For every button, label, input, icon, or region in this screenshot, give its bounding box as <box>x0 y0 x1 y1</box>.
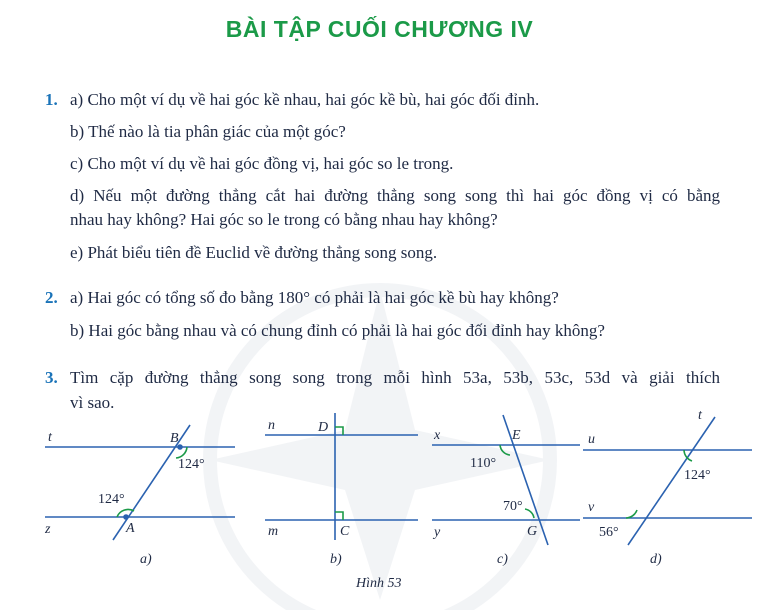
exercise-1-number: 1. <box>45 90 58 109</box>
exercise-1-line-d: d) Nếu một đường thẳng cắt hai đường thẳng song song thì hai góc đồng vị có bằng <box>70 186 720 205</box>
fig-a-angle-bottom-label: 124° <box>98 492 125 507</box>
fig-b-right-angle-bottom <box>335 512 343 520</box>
fig-d-label-u: u <box>588 432 595 447</box>
fig-a-label-a: A <box>126 521 135 536</box>
fig-c-angle-arc-top <box>500 445 510 455</box>
exercise-1-line-d-cont: nhau hay không? Hai góc so le trong có bằng nhau hay không? <box>70 210 498 229</box>
fig-c-label-y: y <box>434 525 441 540</box>
fig-a-label-z: z <box>45 522 51 537</box>
figure-53 <box>0 405 759 600</box>
fig-a-angle-top-label: 124° <box>178 457 205 472</box>
fig-b-label-d: D <box>318 420 329 435</box>
exercise-1-line-a: a) Cho một ví dụ về hai góc kề nhau, hai góc kề bù, hai góc đối đỉnh. <box>70 90 540 109</box>
fig-d-angle-top-label: 124° <box>684 468 711 483</box>
fig-a-sublabel: a) <box>140 552 152 567</box>
figure-53b <box>265 413 418 540</box>
fig-a-label-b: B <box>170 431 179 446</box>
exercise-1-line-e: e) Phát biểu tiên đề Euclid về đường thẳng song song. <box>70 243 438 262</box>
fig-b-label-n: n <box>268 418 275 433</box>
fig-a-point-a <box>124 515 128 519</box>
fig-d-label-t: t <box>698 408 702 423</box>
exercise-1-line-c: c) Cho một ví dụ về hai góc đồng vị, hai góc so le trong. <box>70 154 454 173</box>
fig-d-label-v: v <box>588 500 595 515</box>
fig-c-angle-top-label: 110° <box>470 456 497 471</box>
fig-d-sublabel: d) <box>650 552 662 567</box>
figure-53a <box>45 425 235 540</box>
fig-b-label-c: C <box>340 524 350 539</box>
fig-b-label-m: m <box>268 524 279 539</box>
exercise-2-line-b: b) Hai góc bằng nhau và có chung đỉnh có phải là hai góc đối đỉnh hay không? <box>70 321 605 340</box>
figure-53c <box>432 415 580 545</box>
exercise-3-number: 3. <box>45 368 58 387</box>
fig-c-label-x: x <box>434 428 441 443</box>
fig-c-sublabel: c) <box>497 552 508 567</box>
fig-c-angle-arc-bottom <box>525 509 534 518</box>
fig-c-label-g: G <box>527 524 538 539</box>
fig-b-right-angle-top <box>335 427 343 435</box>
fig-b-sublabel: b) <box>330 552 342 567</box>
exercise-3-line-2: vì sao. <box>70 393 115 412</box>
fig-c-angle-bottom-label: 70° <box>503 499 523 514</box>
exercise-2-number: 2. <box>45 288 58 307</box>
figure-caption: Hình 53 <box>356 576 402 591</box>
page-title: BÀI TẬP CUỐI CHƯƠNG IV <box>225 16 534 42</box>
exercise-2-line-a: a) Hai góc có tổng số đo bằng 180° có phải là hai góc kề bù hay không? <box>70 288 559 307</box>
exercise-3-line-1: Tìm cặp đường thẳng song song trong mỗi hình 53a, 53b, 53c, 53d và giải thích <box>70 368 720 387</box>
fig-a-point-b <box>178 445 182 449</box>
fig-c-label-e: E <box>512 428 521 443</box>
fig-c-transversal <box>503 415 548 545</box>
fig-d-angle-bottom-label: 56° <box>599 525 619 540</box>
fig-d-angle-arc-bottom <box>626 510 637 518</box>
fig-a-label-t: t <box>48 430 52 445</box>
exercise-1-line-b: b) Thế nào là tia phân giác của một góc? <box>70 122 346 141</box>
